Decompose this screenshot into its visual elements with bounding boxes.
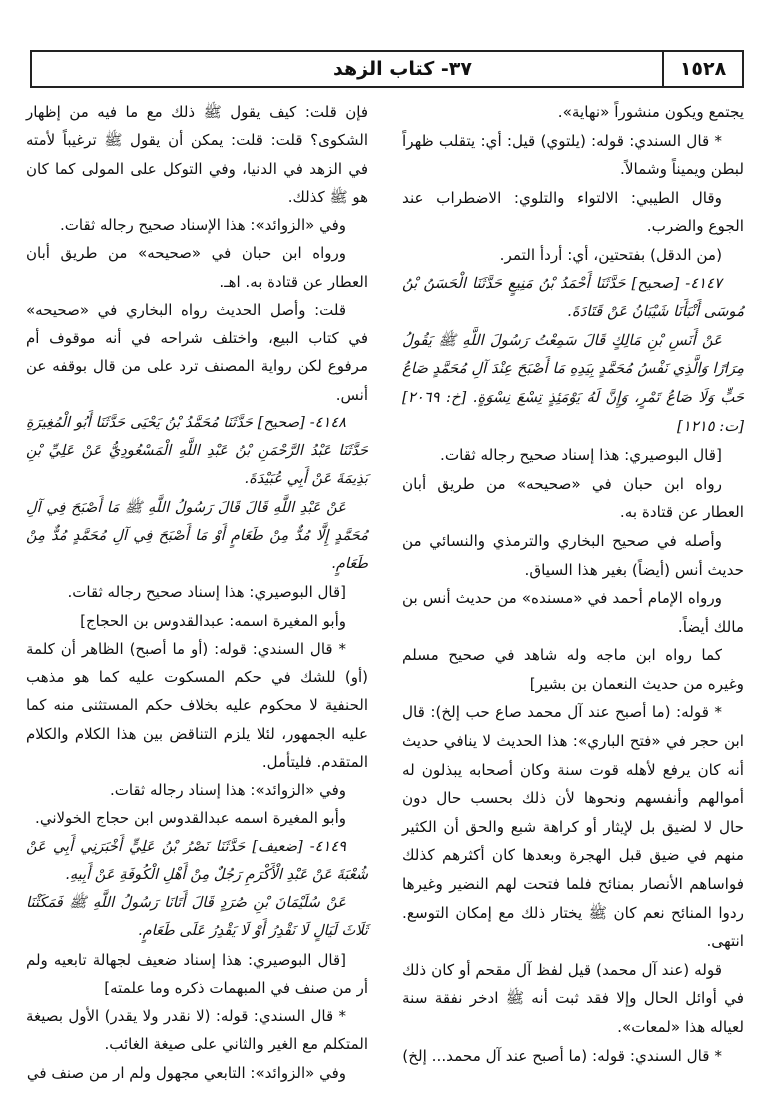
commentary-paragraph: فإن قلت: كيف يقول ﷺ ذلك مع ما فيه من إظهار الشكوى؟ قلت: قلت: يمكن أن يقول ﷺ ترغيباً لأمته في الزهد في الدنيا، وفي التوكل على المولى كما كان هو ﷺ كذلك. <box>26 103 368 206</box>
commentary-paragraph: وقال الطيبي: الالتواء والتلوي: الاضطراب عند الجوع والضرب. <box>402 188 744 236</box>
commentary-paragraph: وفي «الزوائد»: هذا الإسناد صحيح رجاله ثقات. <box>60 216 346 234</box>
commentary-paragraph: كما رواه ابن ماجه وله شاهد في صحيح مسلم وغيره من حديث النعمان بن بشير] <box>402 646 744 693</box>
commentary-paragraph: وأبو المغيرة اسمه عبدالقدوس ابن حجاج الخولاني. <box>35 809 346 828</box>
commentary-paragraph: وأبو المغيرة اسمه: عبدالقدوس بن الحجاج] <box>80 611 346 630</box>
commentary-paragraph: قوله (عند آل محمد) قيل لفظ آل مقحم أو كان ذلك في أوائل الحال وإلا فقد ثبت أنه ﷺ ادخر نفقة سنة لعياله هذا «لمعات». <box>402 960 744 1036</box>
commentary-paragraph: وأصله في صحيح البخاري والترمذي والنسائي من حديث أنس (أيضاً) بغير هذا السياق. <box>402 531 744 579</box>
commentary-paragraph: يجتمع ويكون منشوراً «نهاية». <box>557 103 744 121</box>
chapter-title: ٣٧- كتاب الزهد <box>333 58 472 80</box>
commentary-paragraph: * قال السندي: قوله: (ما أصبح عند آل محمد... إلخ) <box>402 1046 722 1065</box>
commentary-paragraph: [قال البوصيري: هذا إسناد صحيح رجاله ثقات. <box>67 583 346 602</box>
commentary-paragraph: ورواه الإمام أحمد في «مسنده» من حديث أنس بن مالك أيضاً. <box>402 589 744 636</box>
commentary-paragraph: * قوله: (ما أصبح عند آل محمد صاع حب إلخ): قال ابن حجر في «فتح الباري»: هذا الحديث لا ينافي حديث أنه كان يرفع لأهله قوت سنة وكان أصحابه يبذلون له أموالهم وأنفسهم ونحوها لأن ذلك بحسب حال دون حال لا لضيق بل لإيثار أو كراهة شبع والحق أن الكثير منهم في ضيق قبل الهجرة وبعدها كان أكثرهم كذلك فواساهم الأنصار بمنائح فلما فتحت لهم النضير وغيرها ردوا المنائح نعم كان ﷺ يختار ذلك مع إمكان التوسع. انتهى. <box>402 703 744 951</box>
commentary-paragraph: (من الدقل) بفتحتين، أي: أردأ التمر. <box>499 245 722 264</box>
page-number: ١٥٢٨ <box>662 52 742 86</box>
commentary-paragraph: * قال السندي: قوله: (أو ما أصبح) الظاهر أن كلمة (أو) للشك في حكم المسكوت عليه كما هو مذهب الحنفية لا محكوم عليه بخلاف حكم المستثنى منه كما عليه الجمهور، لئلا يلزم التناقض بين هذا الكلام والكلام المتقدم. فليتأمل. <box>26 639 368 771</box>
hadith-paragraph: عَنْ أَنَسِ بْنِ مَالِكٍ قَالَ سَمِعْتُ رَسُولَ اللَّهِ ﷺ يَقُولُ مِرَارًا وَالَّذِي نَفْسُ مُحَمَّدٍ بِيَدِهِ مَا أَصْبَحَ عِنْدَ آلِ مُحَمَّدٍ صَاعُ حَبٍّ وَلَا صَاعُ تَمْرٍ، وَإِنَّ لَهُ يَوْمَئِذٍ تِسْعَ نِسْوَةٍ. [خ: ٢٠٦٩] [ت: ١٢١٥] <box>402 331 744 435</box>
hadith-paragraph: ٤١٤٧- [صحيح] حَدَّثَنَا أَحْمَدُ بْنُ مَنِيعٍ حَدَّثَنَا الْحَسَنُ بْنُ مُوسَى أَنْبَأَنَا شَيْبَانُ عَنْ قَتَادَةَ. <box>402 274 744 321</box>
commentary-paragraph: قلت: وأصل الحديث رواه البخاري في «صحيحه» في كتاب البيع، واختلف شراحه في أنه موقوف أم مرفوع لكن رواية المصنف ترد على من قال بوقفه عن أنس. <box>26 300 368 404</box>
commentary-paragraph: * قال السندي: قوله: (لا نقدر ولا يقدر) الأول بصيغة المتكلم مع الغير والثاني على صيغة الغائب. <box>26 1007 368 1054</box>
right-text-column <box>402 98 744 1070</box>
commentary-paragraph: وفي «الزوائد»: هذا إسناد رجاله ثقات. <box>109 781 346 799</box>
hadith-paragraph: عَنْ عَبْدِ اللَّهِ قَالَ قَالَ رَسُولُ اللَّهِ ﷺ مَا أَصْبَحَ فِي آلِ مُحَمَّدٍ إِلَّا مُدٌّ مِنْ طَعَامٍ أَوْ مَا أَصْبَحَ فِي آلِ مُحَمَّدٍ مُدٌّ مِنْ طَعَامٍ. <box>26 498 368 572</box>
commentary-paragraph: [قال البوصيري: هذا إسناد صحيح رجاله ثقات. <box>440 446 722 465</box>
hadith-paragraph: ٤١٤٩- [ضعيف] حَدَّثَنَا نَصْرُ بْنُ عَلِيٍّ أَخْبَرَنِي أَبِي عَنْ شُعْبَةَ عَنْ عَبْدِ الْأَكْرَمِ رَجُلٌ مِنْ أَهْلِ الْكُوفَةِ عَنْ أَبِيهِ. <box>26 837 368 883</box>
left-text-column <box>26 98 368 1087</box>
commentary-paragraph: رواه ابن حبان في «صحيحه» من طريق أبان العطار عن قتادة به. <box>402 474 744 522</box>
commentary-paragraph: [قال البوصيري: هذا إسناد ضعيف لجهالة تابعيه ولم أر من صنف في المبهمات ذكره وما علمته] <box>26 950 368 997</box>
commentary-paragraph: * قال السندي: قوله: (يلتوي) قيل: أي: يتقلب ظهراً لبطن ويميناً وشمالاً. <box>402 131 744 179</box>
commentary-paragraph: وفي «الزوائد»: التابعي مجهول ولم ار من صنف في <box>26 1063 346 1082</box>
commentary-paragraph: ورواه ابن حبان في «صحيحه» من طريق أبان العطار عن قتادة به. اهـ. <box>26 244 368 291</box>
page-header <box>30 50 744 88</box>
hadith-paragraph: عَنْ سُلَيْمَانَ بْنِ صُرَدٍ قَالَ أَتَانَا رَسُولُ اللَّهِ ﷺ فَمَكَثْنَا ثَلَاثَ لَيَالٍ لَا نَقْدِرُ أَوْ لَا يَقْدِرُ عَلَى طَعَامٍ. <box>26 894 368 940</box>
hadith-paragraph: ٤١٤٨- [صحيح] حَدَّثَنَا مُحَمَّدُ بْنُ يَحْيَى حَدَّثَنَا أَبُو الْمُغِيرَةِ حَدَّثَنَا عَبْدُ الرَّحْمَنِ بْنُ عَبْدِ اللَّهِ الْمَسْعُودِيُّ عَنْ عَلِيِّ بْنِ بَذِيمَةَ عَنْ أَبِي عُبَيْدَةَ. <box>26 413 368 488</box>
